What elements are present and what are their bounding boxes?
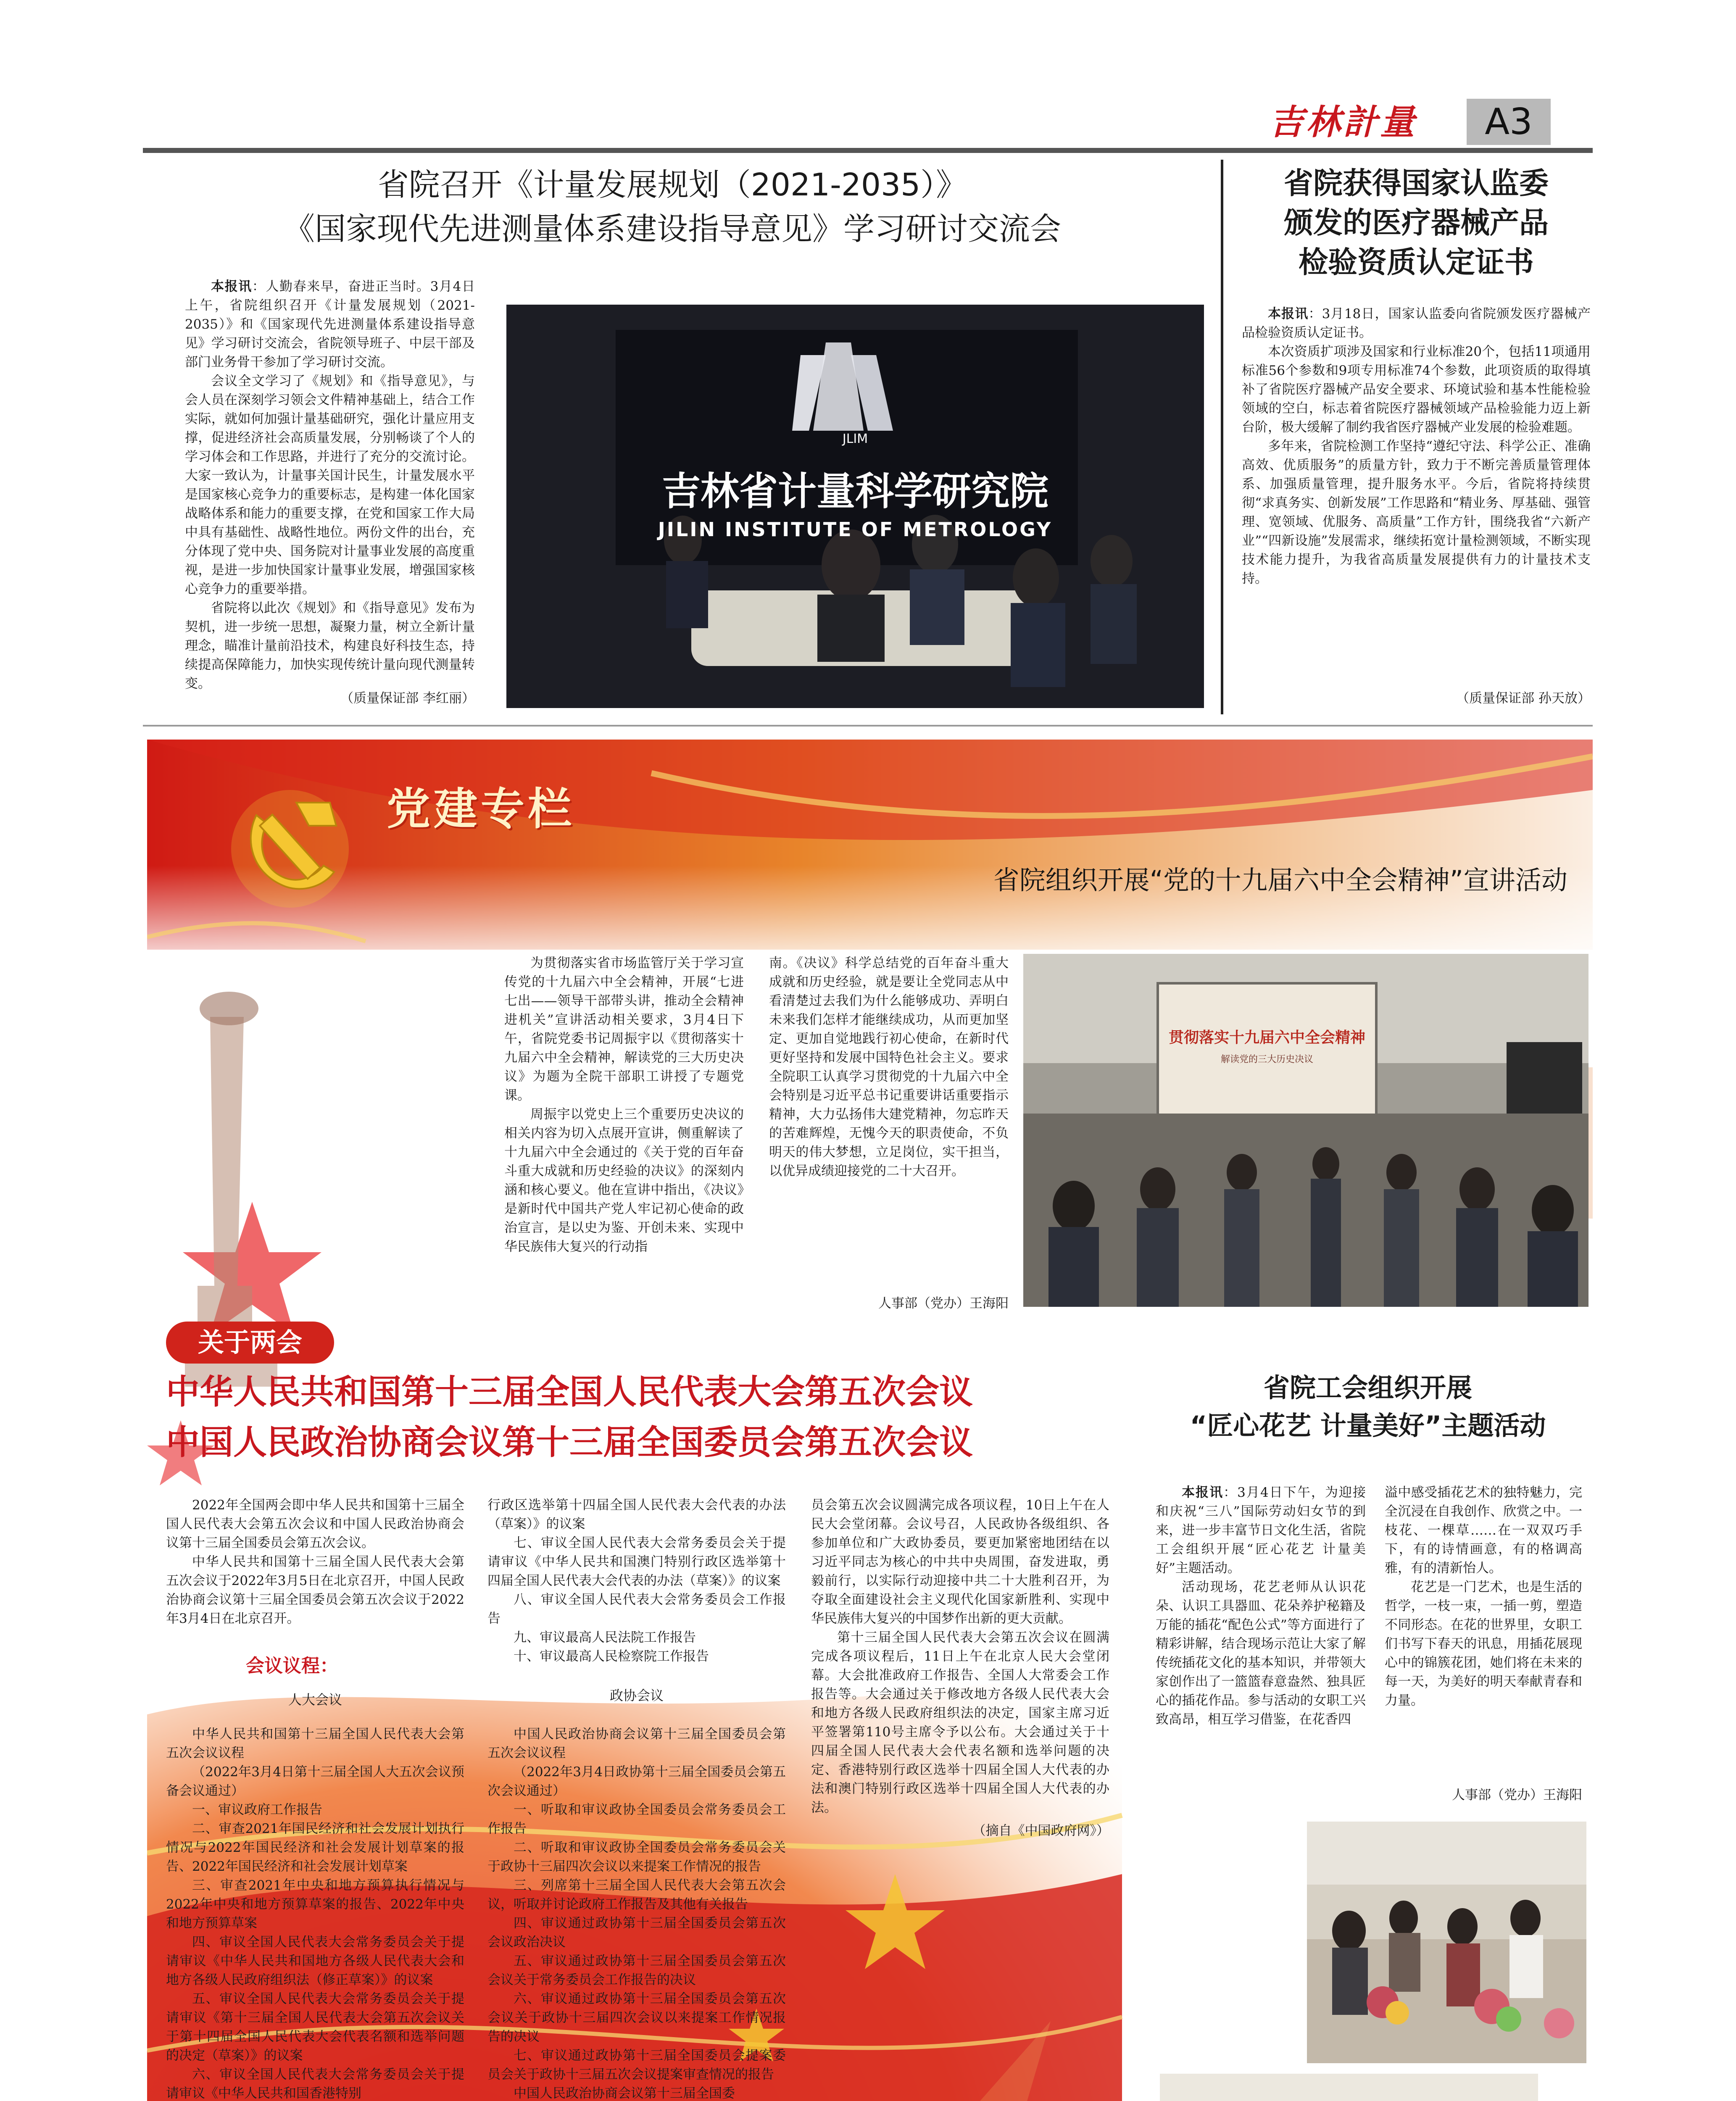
lianghui-col1: [166, 1496, 464, 2101]
party-column-label: 党建专栏: [387, 783, 575, 835]
byline: 人事部（党办）王海阳: [1452, 1788, 1582, 1803]
lianghui-paragraph: 第十三届全国人民代表大会第五次会议在圆满完成各项议程后，11日上午在北京人民大会堂闭幕。大会批准政府工作报告、全国人大常委会工作报告等。大会通过关于修改地方各级人民代表大会和地方各级人民政府组织法的决定，国家主席习近平签署第110号主席令予以公布。大会通过关于十四届全国人民代表大会代表名额和选举问题的决定、香港特别行政区选举十四届全国人大代表的办法和澳门特别行政区选举十四届全国人大代表的办法。: [811, 1630, 1109, 1815]
sidebar-title-line1: 省院获得国家认监委: [1284, 166, 1549, 200]
flower-group-photo: [1160, 2074, 1538, 2101]
screen-title: 贯彻落实十九届六中全会精神: [1168, 1029, 1365, 1046]
column-divider: [1221, 160, 1223, 714]
npc-heading: 人大会议: [288, 1692, 342, 1708]
agenda-item: 一、审议政府工作报告: [192, 1802, 322, 1817]
sidebar-title-line2: 颁发的医疗器械产品: [1284, 205, 1549, 240]
union-lead: ：3月4日下午，为迎接和庆祝“三八”国际劳动妇女节的到来，进一步丰富节日文化生活，省院工会组织开展“匠心花艺 计量美好”主题活动。: [1156, 1485, 1366, 1576]
lead-prefix: 本报讯: [1182, 1485, 1224, 1500]
agenda-item: 一、听取和审议政协全国委员会常务委员会工作报告: [487, 1802, 786, 1836]
cppcc-heading: 政协会议: [609, 1688, 664, 1703]
byline: （质量保证部 孙天放）: [1456, 691, 1591, 706]
byline: 人事部（党办）王海阳: [878, 1296, 1009, 1311]
union-col2: [1385, 1483, 1582, 1819]
agenda-item: 四、审议通过政协第十三届全国委员会第五次会议政治决议: [487, 1916, 786, 1950]
agenda-item: 三、列席第十三届全国人民代表大会第五次会议，听取并讨论政府工作报告及其他有关报告: [487, 1878, 786, 1912]
article-body: [185, 277, 475, 691]
agenda-item: 四、审议全国人民代表大会常务委员会关于提请审议《中华人民共和国地方各级人民代表大会和地方各级人民政府组织法（修正草案）》的议案: [166, 1935, 464, 1988]
lianghui-paragraph: 中华人民共和国第十三届全国人民代表大会第五次会议于2022年3月5日在北京召开，中国人民政治协商会议第十三届全国委员会第五次会议于2022年3月4日在北京召开。: [166, 1554, 464, 1626]
masthead: [1269, 99, 1597, 145]
agenda-item: 十、审议最高人民检察院工作报告: [514, 1649, 709, 1664]
union-title-line1: 省院工会组织开展: [1263, 1372, 1472, 1403]
party-emblem: [219, 786, 361, 912]
cppcc-date: （2022年3月4日政协第十三届全国委员会第五次会议通过）: [487, 1764, 786, 1798]
agenda-item: 五、审议通过政协第十三届全国委员会第五次会议关于常务委员会工作报告的决议: [487, 1954, 786, 1988]
agenda-item: 二、审查2021年国民经济和社会发展计划执行情况与2022年国民经济和社会发展计划草案的报告、2022年国民经济和社会发展计划草案: [166, 1821, 464, 1874]
lecture-photo: [1023, 954, 1588, 1307]
agenda-item: 二、听取和审议政协全国委员会常务委员会关于政协十三届四次会议以来提案工作情况的报告: [487, 1840, 786, 1874]
agenda-item: 三、审查2021年中央和地方预算执行情况与2022年中央和地方预算草案的报告、2022年中央和地方预算草案: [166, 1878, 464, 1931]
npc-date: （2022年3月4日第十三届全国人大五次会议预备会议通过）: [166, 1764, 464, 1798]
npc-intro: 中华人民共和国第十三届全国人民代表大会第五次会议议程: [166, 1727, 464, 1761]
sidebar-body: [1242, 305, 1591, 691]
sidebar-title-line3: 检验资质认定证书: [1299, 245, 1534, 279]
lead-prefix: 本报讯: [211, 279, 252, 294]
union-title-line2: “匠心花艺 计量美好”主题活动: [1190, 1410, 1546, 1441]
article-paragraph: 会议全文学习了《规划》和《指导意见》，与会人员在深刻学习领会文件精神基础上，结合工作实际，就如何加强计量基础研究，强化计量应用支撑，促进经济社会高质量发展，分别畅谈了个人的学习体会和工作思路，并进行了充分的交流讨论。大家一致认为，计量事关国计民生，计量发展水平是国家核心竞争力的重要标志，是构建一体化国家战略体系和能力的重要支撑，在党和国家工作大局中具有基础性、战略性地位。两份文件的出台，充分体现了党中央、国务院对计量事业发展的高度重视，是进一步加快国家计量事业发展，增强国家核心竞争力的重要举措。: [185, 374, 475, 597]
screen-logo: JLIM: [842, 432, 868, 446]
lianghui-tag: 关于两会: [166, 1322, 334, 1364]
lianghui-col3: [811, 1496, 1109, 1992]
agenda-item: 中国人民政治协商会议第十三届全国委: [514, 2086, 735, 2101]
flower-activity-photo: [1307, 1822, 1586, 2063]
lianghui-source: （摘自《中国政府网》）: [972, 1823, 1109, 1838]
article-lead: ：人勤春来早，奋进正当时。3月4日上午，省院组织召开《计量发展规划（2021-2035）》和《国家现代先进测量体系建设指导意见》学习研讨交流会，省院领导班子、中层干部及部门业务骨干参加了学习研讨交流。: [185, 279, 475, 370]
cppcc-intro: 中国人民政治协商会议第十三届全国委员会第五次会议议程: [487, 1727, 786, 1761]
lianghui-paragraph: 2022年全国两会即中华人民共和国第十三届全国人民代表大会第五次会议和中国人民政治协商会议第十三届全国委员会第五次会议。: [166, 1498, 464, 1551]
agenda-item: 八、审议全国人民代表大会常务委员会工作报告: [487, 1592, 786, 1626]
union-paragraph: 花艺是一门艺术，也是生活的哲学，一枝一束，一插一剪，塑造不同形态。在花的世界里，女职工们书写下春天的讯息，用插花展现心中的锦簇花团，她们将在未来的每一天，为美好的明天奉献青春和力量。: [1385, 1580, 1582, 1708]
agenda-item: 六、审议通过政协第十三届全国委员会第五次会议关于政协十三届四次会议以来提案工作情况报告的决议: [487, 1991, 786, 2044]
masthead-brand: 吉林計量: [1269, 102, 1417, 142]
lianghui-title-line2: 中国人民政治协商会议第十三届全国委员会第五次会议: [166, 1423, 973, 1462]
page-number: A3: [1467, 99, 1551, 145]
party-paragraph: 周振宇以党史上三个重要历史决议的相关内容为切入点展开宣讲，侧重解读了十九届六中全会通过的《关于党的百年奋斗重大成就和历史经验的决议》的深刻内涵和核心要义。他在宣讲中指出，《决议》是新时代中国共产党人牢记初心使命的政治宣言，是以史为鉴、开创未来、实现中华民族伟大复兴的行动指: [504, 1107, 744, 1254]
party-text-col1: [504, 954, 744, 1319]
union-paragraph: 溢中感受插花艺术的独特魅力，完全沉浸在自我创作、欣赏之中。一枝花、一棵草……在一双双巧手下，有的诗情画意，有的格调高雅，有的清新怡人。: [1385, 1485, 1582, 1576]
agenda-item: 七、审议通过政协第十三届全国委员会提案委员会关于政协十三届五次会议提案审查情况的报告: [487, 2048, 786, 2082]
section-rule: [143, 725, 1593, 727]
agenda-item: 六、审议全国人民代表大会常务委员会关于提请审议《中华人民共和国香港特别: [166, 2067, 464, 2101]
screen-org-cn: 吉林省计量科学研究院: [661, 469, 1048, 514]
masthead-rule: [143, 148, 1593, 153]
sidebar-paragraph: 本次资质扩项涉及国家和行业标准20个，包括11项通用标准56个参数和9项专用标准74个参数，此项资质的取得填补了省院医疗器械产品安全要求、环境试验和基本性能检验领域的空白，标志着省院医疗器械领域产品检验能力迈上新台阶，极大缓解了制约我省医疗器械产业发展的检验难题。: [1242, 344, 1591, 435]
sidebar-paragraph: 多年来，省院检测工作坚持“遵纪守法、科学公正、准确高效、优质服务”的质量方针，致力于不断完善质量管理体系、加强质量管理，提升服务水平。今后，省院将持续贯彻“求真务实、创新发展”工作思路和“精业务、厚基础、强管理、宽领域、优服务、高质量”工作方针，围绕我省“六新产业”“四新设施”发展需求，继续拓宽计量检测领域，不断实现技术能力提升，为我省高质量发展提供有力的计量技术支持。: [1242, 439, 1591, 586]
party-paragraph: 为贯彻落实省市场监管厅关于学习宣传党的十九届六中全会精神，开展“七进七出——领导干部带头讲，推动全会精神进机关”宣讲活动相关要求，3月4日下午，省院党委书记周振宇以《贯彻落实十九届六中全会精神，解读党的三大历史决议》为题为全院干部职工讲授了专题党课。: [504, 956, 744, 1103]
lianghui-col2: [487, 1496, 786, 2101]
lianghui-title-line1: 中华人民共和国第十三届全国人民代表大会第五次会议: [166, 1372, 973, 1411]
lead-prefix: 本报讯: [1268, 306, 1309, 321]
agenda-item: 行政区选举第十四届全国人民代表大会代表的办法（草案）》的议案: [487, 1498, 786, 1532]
party-paragraph: 南。《决议》科学总结党的百年奋斗重大成就和历史经验，就是要让全党同志从中看清楚过去我们为什么能够成功、弄明白未来我们怎样才能继续成功，从而更加坚定、更加自觉地践行初心使命，在新时代更好坚持和发展中国特色社会主义。要求全院职工认真学习贯彻党的十九届六中全会特别是习近平总书记重要讲话重要指示精神，大力弘扬伟大建党精神，勿忘昨天的苦难辉煌，无愧今天的职责使命，不负明天的伟大梦想，立足岗位，实干担当，以优异成绩迎接党的二十大召开。: [769, 956, 1009, 1179]
agenda-item: 九、审议最高人民法院工作报告: [514, 1630, 696, 1645]
article-paragraph: 省院将以此次《规划》和《指导意见》发布为契机，进一步统一思想，凝聚力量，树立全新计量理念，瞄准计量前沿技术，构建良好科技生态，持续提高保障能力，加快实现传统计量向现代测量转变。: [185, 600, 475, 691]
lianghui-paragraph: 员会第五次会议圆满完成各项议程，10日上午在人民大会堂闭幕。会议号召，人民政协各级组织、各参加单位和广大政协委员，要更加紧密地团结在以习近平同志为核心的中共中央周围，奋发进取，勇毅前行，以实际行动迎接中共二十大胜利召开，为夺取全面建设社会主义现代化国家新胜利、实现中华民族伟大复兴的中国梦作出新的更大贡献。: [811, 1498, 1109, 1626]
article-title-line2: 《国家现代先进测量体系建设指导意见》学习研讨交流会: [284, 211, 1061, 247]
party-text-col2: [769, 954, 1009, 1265]
agenda-item: 五、审议全国人民代表大会常务委员会关于提请审议《第十三届全国人民代表大会第五次会议关于第十四届全国人民代表大会代表名额和选举问题的决定（草案）》的议案: [166, 1991, 464, 2063]
agenda-heading: 会议议程：: [246, 1655, 338, 1677]
screen-subtitle: 解读党的三大历史决议: [1220, 1054, 1313, 1065]
byline: （质量保证部 李红丽）: [340, 691, 475, 706]
article-title-line1: 省院召开《计量发展规划（2021-2035）》: [377, 167, 967, 203]
meeting-photo: [506, 305, 1204, 708]
union-paragraph: 活动现场，花艺老师从认识花朵、认识工具器皿、花朵养护秘籍及万能的插花“配色公式”等方面进行了精彩讲解，结合现场示范让大家了解传统插花文化的基本知识，并带领大家创作出了一篮篮春意盎然、独具匠心的插花作品。参与活动的女职工兴致高昂，相互学习借鉴，在花香四: [1156, 1580, 1366, 1727]
agenda-item: 七、审议全国人民代表大会常务委员会关于提请审议《中华人民共和国澳门特别行政区选举第十四届全国人民代表大会代表的办法（草案）》的议案: [487, 1535, 786, 1588]
screen-org-en: JILIN INSTITUTE OF METROLOGY: [658, 518, 1053, 541]
sidebar-lead: ：3月18日，国家认监委向省院颁发医疗器械产品检验资质认定证书。: [1242, 306, 1591, 340]
party-headline: 省院组织开展“党的十九届六中全会精神”宣讲活动: [993, 865, 1567, 895]
